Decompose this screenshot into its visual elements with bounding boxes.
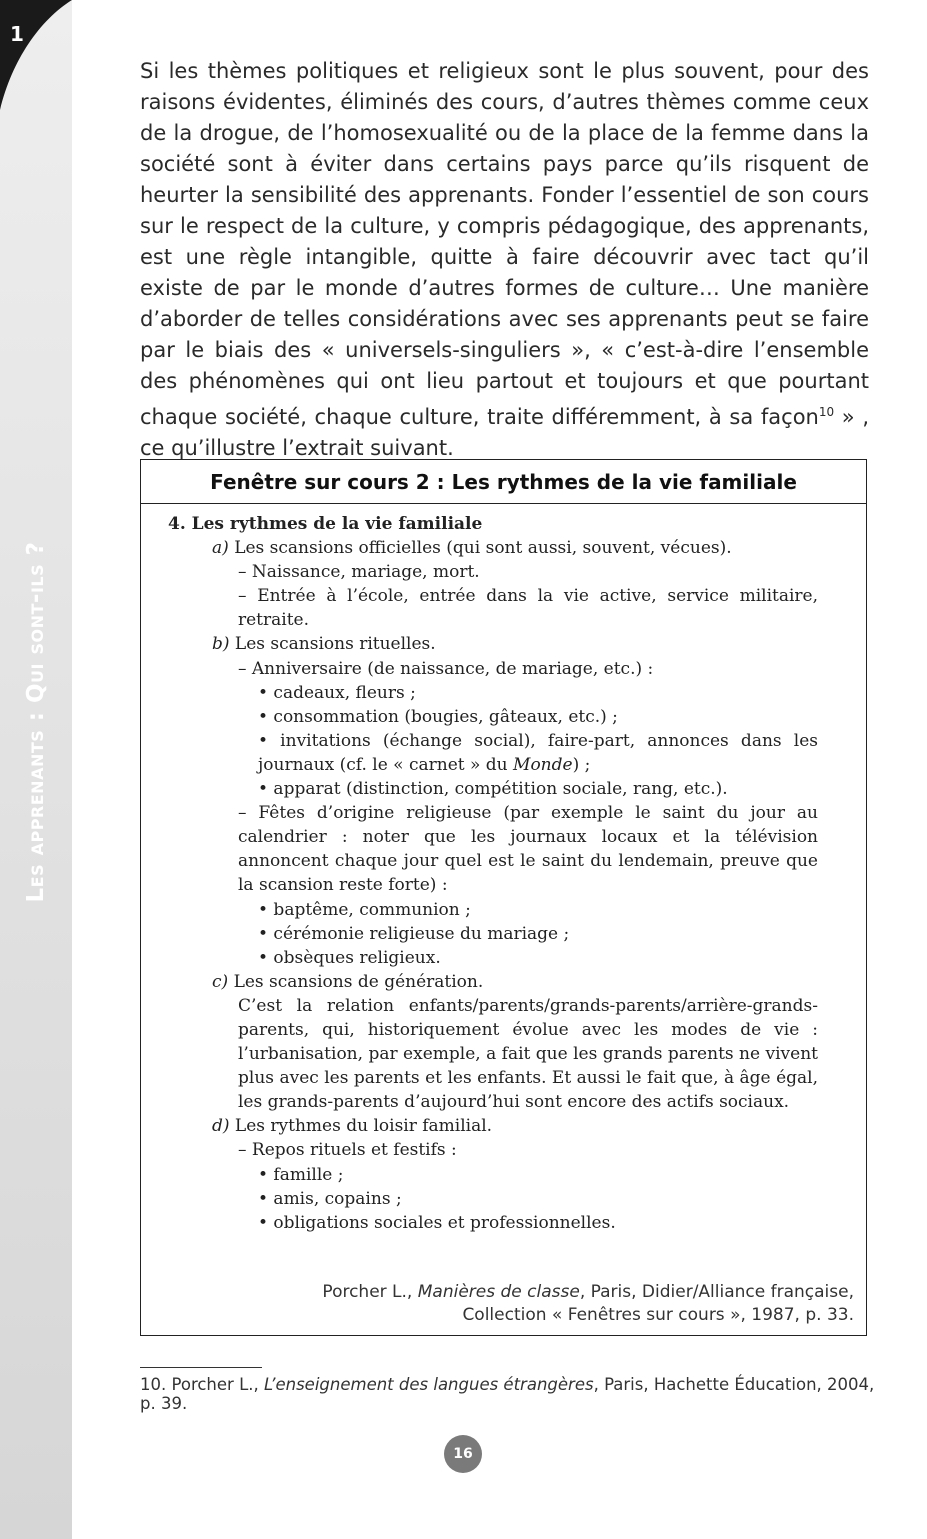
excerpt-citation: Porcher L., Manières de classe, Paris, Didier/Alliance française, Collection « Fenêtres sur cours », 1987, p. 33. — [322, 1282, 854, 1325]
excerpt-text — [168, 512, 818, 1235]
d-bullet: • famille ; — [258, 1164, 344, 1185]
excerpt-box-title: Fenêtre sur cours 2 : Les rythmes de la vie familiale — [141, 460, 866, 504]
c-paragraph: C’est la relation enfants/parents/grands-parents/arrière-grands-parents, qui, historiquement évolue avec les modes de vie : l’urbanisation, par exemple, a fait que les grands parents ne vivent plus avec les parents et les enfants. Et aussi le fait que, à âge égal, les grands-parents d’aujourd’hui sont encore des actifs sociaux. — [238, 995, 818, 1113]
b-item: – Fêtes d’origine religieuse (par exemple le saint du jour au calendrier : noter que les journaux locaux et la télévision annoncent chaque jour quel est le saint du lendemain, preuve que la scansion reste forte) : — [238, 803, 818, 896]
a-item: – Entrée à l’école, entrée dans la vie active, service militaire, retraite. — [238, 586, 818, 631]
footnote: 10. Porcher L., L’enseignement des langues étrangères, Paris, Hachette Éducation, 2004, p. 39. — [140, 1375, 875, 1413]
footnote-ref[interactable]: 10 — [818, 405, 835, 419]
chapter-side-title: Les apprenants : Qui sont-ils ? — [23, 541, 49, 903]
chapter-number: 1 — [10, 22, 24, 46]
d-bullet: • obligations sociales et professionnelles. — [258, 1212, 616, 1233]
section-c: c) Les scansions de génération. — [212, 971, 484, 992]
b-bullet: • baptême, communion ; — [258, 899, 471, 920]
page-number: 16 — [444, 1435, 482, 1473]
section-a: a) Les scansions officielles (qui sont aussi, souvent, vécues). — [212, 538, 732, 559]
b-bullet: • cérémonie religieuse du mariage ; — [258, 923, 570, 944]
b-item: – Anniversaire (de naissance, de mariage, etc.) : — [238, 658, 654, 679]
intro-paragraph: Si les thèmes politiques et religieux sont le plus souvent, pour des raisons évidentes, éliminés des cours, d’autres thèmes comme ceux de la drogue, de l’homosexualité ou de la place de la femme dans la société sont à éviter dans certains pays parce qu’ils risquent de heurter la sensibilité des apprenants. Fonder l’essentiel de son cours sur le respect de la culture, y compris pédagogique, des apprenants, est une règle intangible, quitte à faire découvrir avec tact qu’il existe de par le monde d’autres formes de culture… Une manière d’aborder de telles considérations avec ses apprenants peut se faire par le biais des « universels-singuliers », « c’est-à-dire l’ensemble des phénomènes qui ont lieu partout et toujours et que pourtant chaque société, chaque culture, traite différemment, à sa façon$^{10}$ » , ce qu’illustre l’extrait suivant. — [140, 59, 869, 460]
excerpt-heading: 4. Les rythmes de la vie familiale — [168, 514, 483, 534]
b-bullet: • obsèques religieux. — [258, 947, 441, 968]
b-bullet: • consommation (bougies, gâteaux, etc.) ; — [258, 706, 618, 727]
b-bullet: • cadeaux, fleurs ; — [258, 682, 416, 703]
section-b: b) Les scansions rituelles. — [212, 634, 436, 655]
d-bullet: • amis, copains ; — [258, 1188, 402, 1209]
section-d: d) Les rythmes du loisir familial. — [212, 1116, 493, 1137]
a-item: – Naissance, mariage, mort. — [238, 562, 480, 583]
excerpt-box — [140, 459, 867, 1336]
d-item: – Repos rituels et festifs : — [238, 1140, 457, 1161]
b-bullet: • apparat (distinction, compétition sociale, rang, etc.). — [258, 779, 728, 800]
chapter-tab — [0, 0, 72, 120]
footnote-divider — [140, 1367, 262, 1368]
b-bullet: • invitations (échange social), faire-part, annonces dans les journaux (cf. le « carnet » du Monde) ; — [258, 730, 818, 775]
